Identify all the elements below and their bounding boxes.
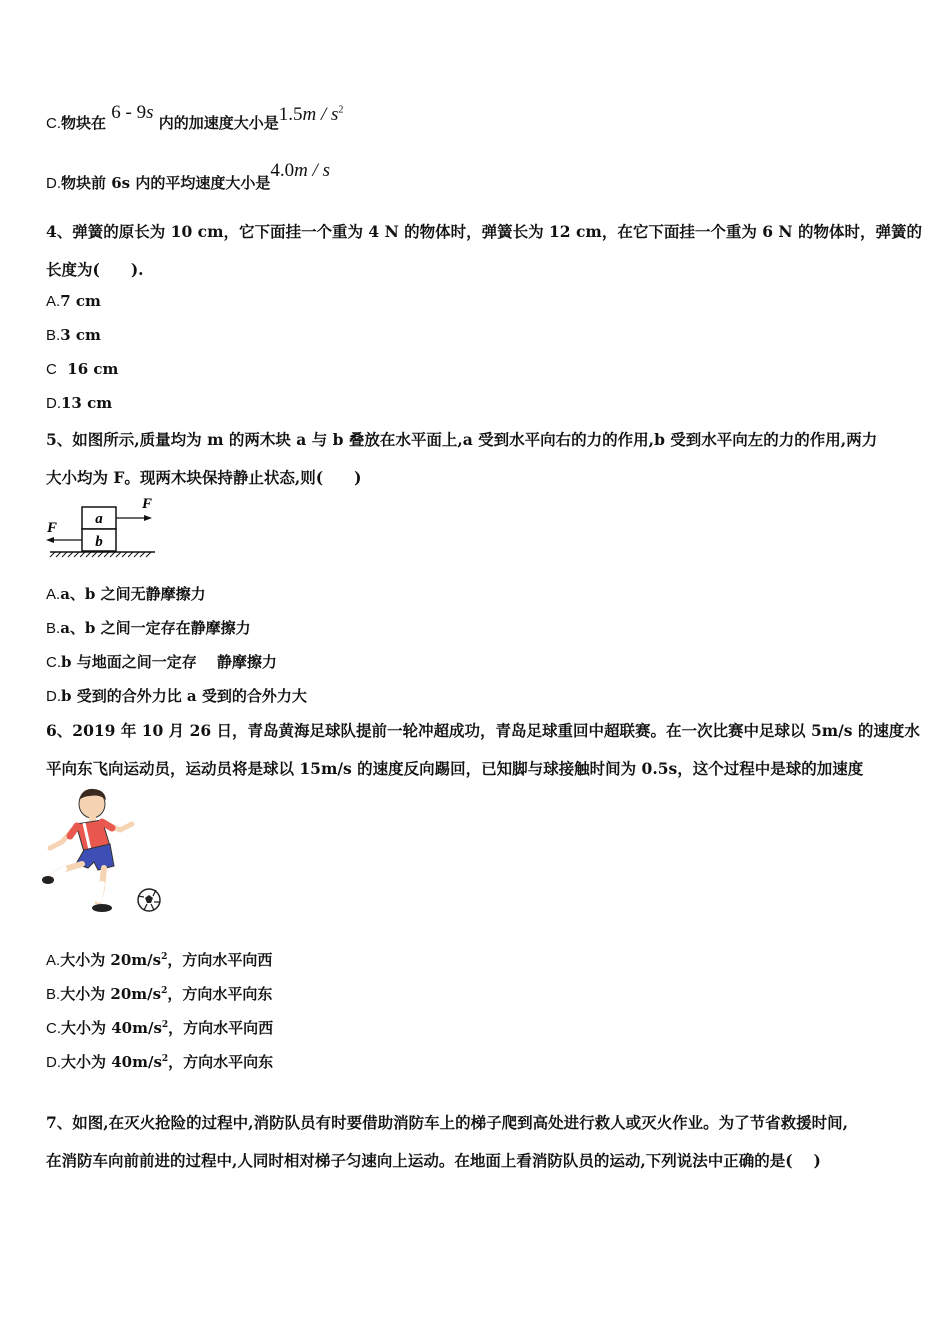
q5-stem-line1: 5、如图所示,质量均为 m 的两木块 a 与 b 叠放在水平面上,a 受到水平向右的力的作用,b 受到水平向左的力的作用,两力 bbox=[46, 430, 878, 449]
q7-stem-line2: 在消防车向前前进的过程中,人同时相对梯子匀速向上运动。在地面上看消防队员的运动,下列说法中正确的是( ) bbox=[46, 1151, 821, 1170]
q6-option-d: D.大小为 $40m/s^2$，方向水平向东 bbox=[46, 1053, 274, 1071]
q4-stem-line1: 4、弹簧的原长为 10 cm，它下面挂一个重为 4 N 的物体时，弹簧长为 12 cm，在它下面挂一个重为 6 N 的物体时，弹簧的 bbox=[46, 222, 922, 241]
q5-option-a: A.a、b 之间无静摩擦力 bbox=[46, 585, 206, 603]
q4-option-c: C 16 cm bbox=[46, 360, 119, 378]
q5-option-c: C.b 与地面之间一定存 静摩擦力 bbox=[46, 653, 277, 671]
q4-option-a: A.7 cm bbox=[46, 292, 101, 310]
q6-football-player-figure bbox=[40, 784, 170, 919]
q6-option-a: A.大小为 $20m/s^2$，方向水平向西 bbox=[46, 951, 273, 969]
force-left-label: F bbox=[47, 520, 58, 536]
option-text-pre: 物块在 bbox=[61, 114, 107, 132]
q7-stem-line1: 7、如图,在灭火抢险的过程中,消防队员有时要借助消防车上的梯子爬到高处进行救人或灭火作业。为了节省救援时间, bbox=[46, 1113, 848, 1132]
q4-option-d: D.13 cm bbox=[46, 394, 113, 412]
math-velocity: 4.0m / s bbox=[270, 160, 330, 181]
q5-option-d: D.b 受到的合外力比 a 受到的合外力大 bbox=[46, 687, 307, 705]
force-right-label: F bbox=[142, 496, 153, 512]
q5-stem-line2: 大小均为 F。现两木块保持静止状态,则( ) bbox=[46, 468, 362, 487]
option-label: D. bbox=[46, 175, 61, 192]
option-label: C. bbox=[46, 115, 61, 132]
block-a-label: a bbox=[95, 511, 103, 527]
q6-option-b: B.大小为 $20m/s^2$，方向水平向东 bbox=[46, 985, 273, 1003]
q3-option-d bbox=[46, 160, 330, 194]
math-acceleration: $1.5m / s^2$ bbox=[278, 104, 344, 125]
q3-option-c bbox=[46, 102, 344, 134]
option-text-mid: 内的加速度大小是 bbox=[158, 114, 279, 132]
block-b-label: b bbox=[95, 534, 103, 550]
q6-option-c: C.大小为 $40m/s^2$，方向水平向西 bbox=[46, 1019, 274, 1037]
q6-stem-line1: 6、2019 年 10 月 26 日，青岛黄海足球队提前一轮冲超成功，青岛足球重回中超联赛。在一次比赛中足球以 5m/s 的速度水 bbox=[46, 721, 920, 740]
q4-stem-line2: 长度为( ). bbox=[46, 260, 144, 279]
q6-stem-line2: 平向东飞向运动员，运动员将是球以 15m/s 的速度反向踢回，已知脚与球接触时间为 0.5s，这个过程中是球的加速度 bbox=[46, 759, 864, 778]
option-text: 物块前 6s 内的平均速度大小是 bbox=[61, 174, 271, 192]
q5-option-b: B.a、b 之间一定存在静摩擦力 bbox=[46, 619, 251, 637]
math-time-interval: 6 - 9s bbox=[111, 102, 154, 123]
q5-blocks-figure bbox=[40, 494, 160, 560]
q4-option-b: B.3 cm bbox=[46, 326, 101, 344]
